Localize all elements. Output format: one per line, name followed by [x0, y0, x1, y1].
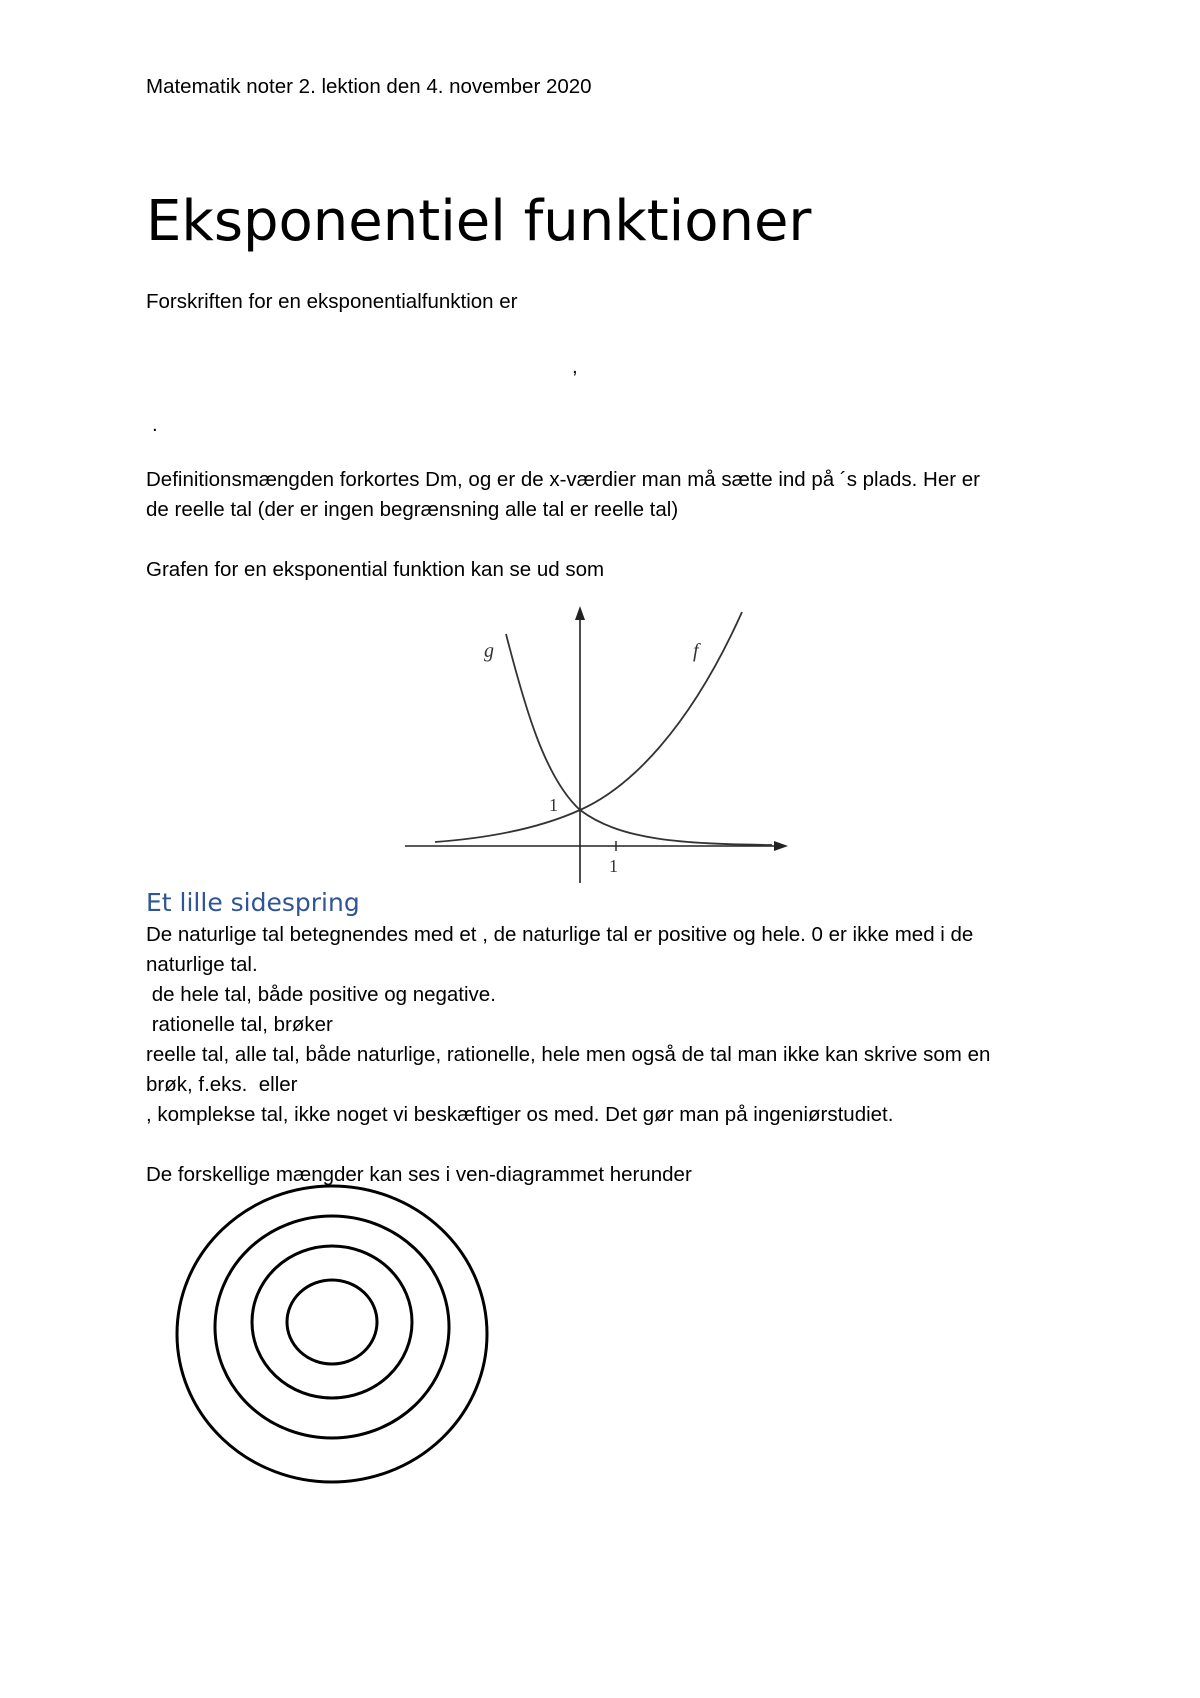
curve-g-label: g — [484, 640, 494, 662]
sets-line-7: , komplekse tal, ikke noget vi beskæftiger os med. Det gør man på ingeniørstudiet. — [146, 1103, 894, 1126]
venn-ring-3 — [215, 1216, 449, 1438]
definition-line-2: de reelle tal (der er ingen begrænsning alle tal er reelle tal) — [146, 498, 679, 521]
y-axis-arrow — [575, 606, 585, 620]
sets-line-3: de hele tal, både positive og negative. — [146, 983, 496, 1006]
graph-intro: Grafen for en eksponential funktion kan se ud som — [146, 558, 605, 581]
formula-comma: , — [572, 355, 578, 378]
sets-line-4: rationelle tal, brøker — [146, 1013, 333, 1036]
venn-intro: De forskellige mængder kan ses i ven-diagrammet herunder — [146, 1163, 692, 1186]
venn-ring-2 — [252, 1246, 412, 1398]
exponential-graph — [400, 598, 800, 888]
definition-line-1: Definitionsmængden forkortes Dm, og er de x-værdier man må sætte ind på ´s plads. Her er — [146, 468, 981, 491]
sets-line-1: De naturlige tal betegnendes med et , de naturlige tal er positive og hele. 0 er ikke med i de — [146, 923, 974, 946]
sets-line-6: brøk, f.eks. eller — [146, 1073, 298, 1096]
x-tick-label: 1 — [609, 856, 618, 876]
x-axis-arrow — [774, 841, 788, 851]
sets-line-2: naturlige tal. — [146, 953, 258, 976]
y-intercept-label: 1 — [549, 795, 558, 815]
sets-line-5: reelle tal, alle tal, både naturlige, rationelle, hele men også de tal man ikke kan skrive som en — [146, 1043, 991, 1066]
venn-inner-ring — [287, 1280, 377, 1364]
curve-g — [506, 634, 772, 845]
page-title: Eksponentiel funktioner — [146, 189, 812, 254]
curve-f-label: f — [693, 640, 699, 662]
formula-period: . — [152, 413, 158, 436]
page-header: Matematik noter 2. lektion den 4. november 2020 — [146, 75, 592, 98]
venn-diagram — [170, 1182, 500, 1492]
intro-text: Forskriften for en eksponentialfunktion er — [146, 290, 518, 313]
section-heading: Et lille sidespring — [146, 888, 360, 917]
